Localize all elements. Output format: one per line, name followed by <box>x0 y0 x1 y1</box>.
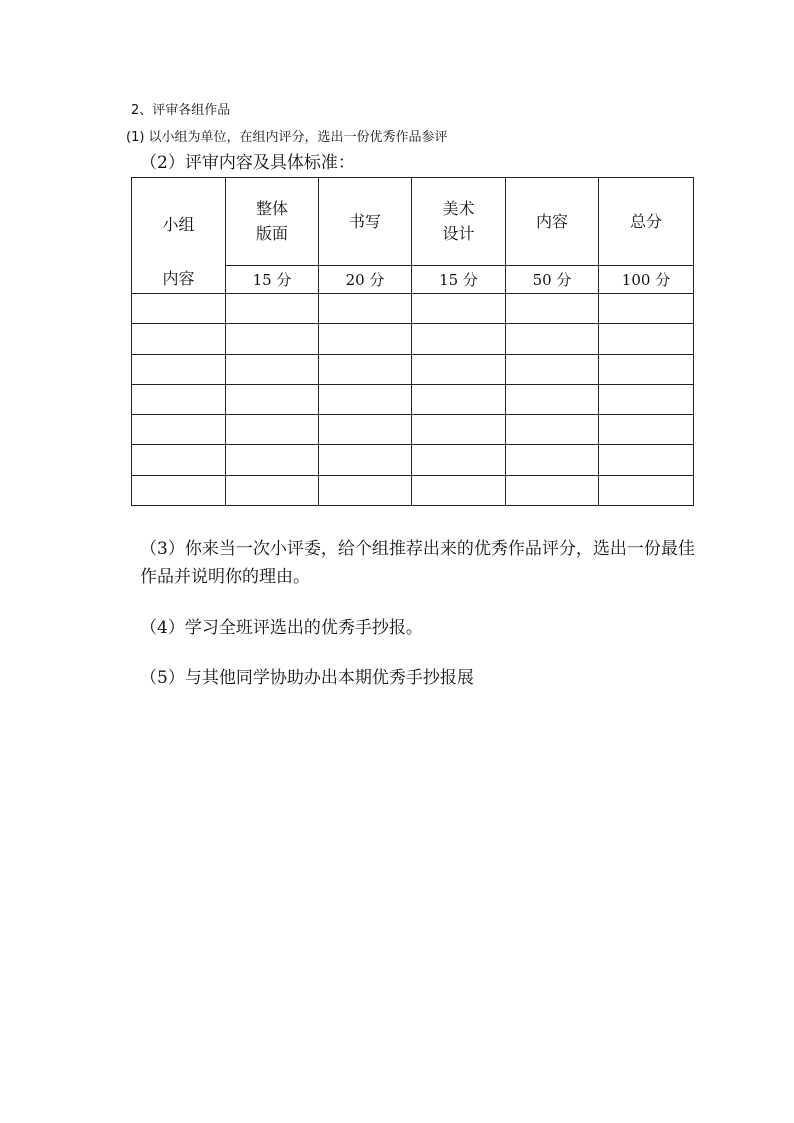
corner-cell <box>132 178 226 294</box>
step-4-text: （4）学习全班评选出的优秀手抄报。 <box>140 618 423 638</box>
score-cell <box>226 324 319 354</box>
score-cell <box>506 324 599 354</box>
score-cell <box>319 354 412 384</box>
score-cell <box>412 294 506 324</box>
score-cell <box>599 294 694 324</box>
score-cell <box>132 415 226 445</box>
criterion-name-line: 美术 <box>442 199 475 219</box>
score-row <box>132 354 694 384</box>
step-1-text: (1) 以小组为单位，在组内评分，选出一份优秀作品参评 <box>126 130 448 145</box>
score-cell <box>226 354 319 384</box>
step-3-text: （3）你来当一次小评委，给个组推荐出来的优秀作品评分，选出一份最佳作品并说明你的理由。 <box>140 539 695 587</box>
criteria-header-row <box>132 178 694 266</box>
score-cell <box>226 445 319 475</box>
score-cell <box>319 294 412 324</box>
points-cell: 15 分 <box>412 265 506 293</box>
score-cell <box>599 324 694 354</box>
score-cell <box>412 324 506 354</box>
score-row <box>132 384 694 414</box>
score-cell <box>506 384 599 414</box>
score-cell <box>132 354 226 384</box>
points-cell: 100 分 <box>599 265 694 293</box>
criterion-name-line: 整体 <box>255 199 288 219</box>
score-row <box>132 475 694 505</box>
criterion-name-line: 书写 <box>348 211 381 231</box>
score-cell <box>319 324 412 354</box>
score-cell <box>132 294 226 324</box>
step-5-text: （5）与其他同学协助办出本期优秀手抄报展 <box>140 668 474 688</box>
points-cell: 20 分 <box>319 265 412 293</box>
criterion-name-line: 总分 <box>629 211 662 231</box>
score-row <box>132 445 694 475</box>
score-row <box>132 415 694 445</box>
criterion-name-cell <box>412 178 506 266</box>
points-cell: 50 分 <box>506 265 599 293</box>
score-cell <box>132 324 226 354</box>
score-cell <box>506 445 599 475</box>
criterion-name-line: 版面 <box>255 224 288 244</box>
points-cell: 15 分 <box>226 265 319 293</box>
corner-top-label: 小组 <box>162 215 195 234</box>
score-cell <box>226 384 319 414</box>
score-cell <box>319 384 412 414</box>
criterion-name-line: 内容 <box>535 211 568 231</box>
score-cell <box>132 475 226 505</box>
score-cell <box>599 415 694 445</box>
score-cell <box>132 384 226 414</box>
score-cell <box>319 415 412 445</box>
score-cell <box>226 294 319 324</box>
criterion-name-cell <box>599 178 694 266</box>
score-cell <box>412 475 506 505</box>
score-cell <box>412 415 506 445</box>
score-cell <box>599 445 694 475</box>
score-cell <box>599 384 694 414</box>
criterion-name-line: 设计 <box>442 224 475 244</box>
corner-bottom-label: 内容 <box>162 269 195 288</box>
score-cell <box>226 475 319 505</box>
score-cell <box>599 475 694 505</box>
step-2-text: （2）评审内容及具体标准： <box>140 153 355 173</box>
score-cell <box>506 475 599 505</box>
score-cell <box>412 354 506 384</box>
scoring-table <box>131 177 694 506</box>
score-cell <box>319 475 412 505</box>
score-cell <box>319 445 412 475</box>
score-cell <box>412 384 506 414</box>
score-cell <box>506 354 599 384</box>
score-row <box>132 324 694 354</box>
score-row <box>132 294 694 324</box>
section-heading: 2、评审各组作品 <box>131 103 231 118</box>
score-cell <box>506 415 599 445</box>
score-cell <box>412 445 506 475</box>
score-cell <box>599 354 694 384</box>
score-cell <box>226 415 319 445</box>
score-cell <box>506 294 599 324</box>
score-cell <box>132 445 226 475</box>
criterion-name-cell <box>319 178 412 266</box>
criterion-name-cell <box>506 178 599 266</box>
criterion-name-cell <box>226 178 319 266</box>
